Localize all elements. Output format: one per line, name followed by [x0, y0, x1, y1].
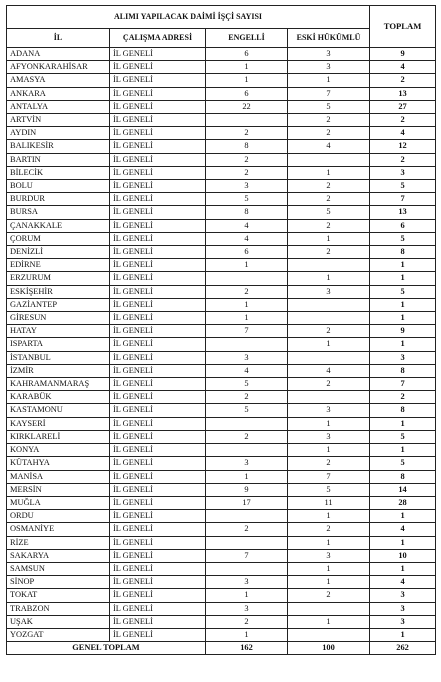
- cell-calisma-adresi: İL GENELİ: [110, 483, 206, 496]
- table-body: [7, 48, 436, 642]
- table-row: [7, 232, 436, 245]
- cell-eski-hukumlu: 1: [288, 417, 370, 430]
- cell-engelli: 8: [206, 140, 288, 153]
- table-row: [7, 470, 436, 483]
- cell-calisma-adresi: İL GENELİ: [110, 325, 206, 338]
- genel-toplam-toplam: 262: [370, 642, 436, 655]
- cell-calisma-adresi: İL GENELİ: [110, 180, 206, 193]
- cell-il: UŞAK: [7, 615, 110, 628]
- table-row: [7, 100, 436, 113]
- table-row: [7, 325, 436, 338]
- cell-calisma-adresi: İL GENELİ: [110, 404, 206, 417]
- cell-il: ESKİŞEHİR: [7, 285, 110, 298]
- cell-il: ARTVİN: [7, 114, 110, 127]
- cell-engelli: 1: [206, 259, 288, 272]
- cell-engelli: 3: [206, 351, 288, 364]
- cell-il: BOLU: [7, 180, 110, 193]
- table-row: [7, 536, 436, 549]
- cell-eski-hukumlu: [288, 602, 370, 615]
- cell-il: MANİSA: [7, 470, 110, 483]
- cell-toplam: 1: [370, 510, 436, 523]
- header-engelli: ENGELLİ: [206, 29, 288, 48]
- cell-il: ISPARTA: [7, 338, 110, 351]
- cell-eski-hukumlu: 1: [288, 536, 370, 549]
- table-row: [7, 61, 436, 74]
- cell-toplam: 4: [370, 576, 436, 589]
- cell-eski-hukumlu: 11: [288, 496, 370, 509]
- cell-calisma-adresi: İL GENELİ: [110, 602, 206, 615]
- cell-calisma-adresi: İL GENELİ: [110, 457, 206, 470]
- cell-calisma-adresi: İL GENELİ: [110, 549, 206, 562]
- cell-engelli: 7: [206, 549, 288, 562]
- cell-il: HATAY: [7, 325, 110, 338]
- cell-il: ERZURUM: [7, 272, 110, 285]
- cell-toplam: 13: [370, 206, 436, 219]
- cell-toplam: 1: [370, 338, 436, 351]
- cell-calisma-adresi: İL GENELİ: [110, 470, 206, 483]
- cell-engelli: 2: [206, 523, 288, 536]
- cell-engelli: 9: [206, 483, 288, 496]
- cell-calisma-adresi: İL GENELİ: [110, 364, 206, 377]
- cell-eski-hukumlu: 3: [288, 430, 370, 443]
- cell-il: RİZE: [7, 536, 110, 549]
- cell-toplam: 14: [370, 483, 436, 496]
- cell-eski-hukumlu: 4: [288, 140, 370, 153]
- cell-il: İZMİR: [7, 364, 110, 377]
- table-row: [7, 259, 436, 272]
- cell-toplam: 1: [370, 536, 436, 549]
- cell-toplam: 3: [370, 615, 436, 628]
- cell-engelli: 8: [206, 206, 288, 219]
- cell-toplam: 28: [370, 496, 436, 509]
- cell-eski-hukumlu: 2: [288, 325, 370, 338]
- cell-calisma-adresi: İL GENELİ: [110, 61, 206, 74]
- table-row: [7, 589, 436, 602]
- cell-toplam: 2: [370, 391, 436, 404]
- table-row: [7, 351, 436, 364]
- genel-toplam-eski-hukumlu: 100: [288, 642, 370, 655]
- table-row: [7, 272, 436, 285]
- cell-eski-hukumlu: 3: [288, 404, 370, 417]
- cell-calisma-adresi: İL GENELİ: [110, 127, 206, 140]
- cell-il: GAZİANTEP: [7, 298, 110, 311]
- cell-engelli: 2: [206, 127, 288, 140]
- cell-engelli: 1: [206, 61, 288, 74]
- cell-il: GİRESUN: [7, 312, 110, 325]
- table-row: [7, 87, 436, 100]
- table-row: [7, 127, 436, 140]
- cell-calisma-adresi: İL GENELİ: [110, 378, 206, 391]
- cell-eski-hukumlu: 1: [288, 166, 370, 179]
- table-row: [7, 193, 436, 206]
- cell-engelli: [206, 510, 288, 523]
- cell-calisma-adresi: İL GENELİ: [110, 430, 206, 443]
- cell-il: TRABZON: [7, 602, 110, 615]
- cell-calisma-adresi: İL GENELİ: [110, 391, 206, 404]
- cell-eski-hukumlu: 2: [288, 219, 370, 232]
- cell-toplam: 8: [370, 470, 436, 483]
- header-calisma-adresi: ÇALIŞMA ADRESİ: [110, 29, 206, 48]
- cell-toplam: 3: [370, 351, 436, 364]
- cell-calisma-adresi: İL GENELİ: [110, 417, 206, 430]
- cell-engelli: 5: [206, 404, 288, 417]
- cell-il: BİLECİK: [7, 166, 110, 179]
- table-row: [7, 338, 436, 351]
- cell-eski-hukumlu: 1: [288, 338, 370, 351]
- cell-engelli: 1: [206, 589, 288, 602]
- cell-eski-hukumlu: 3: [288, 48, 370, 61]
- cell-eski-hukumlu: 1: [288, 272, 370, 285]
- cell-eski-hukumlu: 2: [288, 114, 370, 127]
- cell-calisma-adresi: İL GENELİ: [110, 232, 206, 245]
- cell-calisma-adresi: İL GENELİ: [110, 338, 206, 351]
- cell-toplam: 1: [370, 628, 436, 641]
- table-row: [7, 364, 436, 377]
- cell-engelli: 2: [206, 391, 288, 404]
- cell-eski-hukumlu: [288, 628, 370, 641]
- table-row: [7, 114, 436, 127]
- cell-engelli: [206, 417, 288, 430]
- cell-calisma-adresi: İL GENELİ: [110, 576, 206, 589]
- cell-engelli: 3: [206, 576, 288, 589]
- cell-toplam: 1: [370, 272, 436, 285]
- cell-eski-hukumlu: [288, 312, 370, 325]
- cell-calisma-adresi: İL GENELİ: [110, 628, 206, 641]
- cell-engelli: 2: [206, 166, 288, 179]
- cell-eski-hukumlu: [288, 351, 370, 364]
- cell-il: ADANA: [7, 48, 110, 61]
- cell-calisma-adresi: İL GENELİ: [110, 496, 206, 509]
- cell-il: ANKARA: [7, 87, 110, 100]
- table-row: [7, 576, 436, 589]
- table-title: ALIMI YAPILACAK DAİMİ İŞÇİ SAYISI: [7, 6, 370, 29]
- cell-il: ANTALYA: [7, 100, 110, 113]
- table-row: [7, 562, 436, 575]
- cell-engelli: 7: [206, 325, 288, 338]
- cell-engelli: 22: [206, 100, 288, 113]
- table-row: [7, 523, 436, 536]
- table-row: [7, 206, 436, 219]
- cell-il: EDİRNE: [7, 259, 110, 272]
- cell-il: ORDU: [7, 510, 110, 523]
- table-row: [7, 246, 436, 259]
- table-row: [7, 549, 436, 562]
- cell-engelli: 3: [206, 602, 288, 615]
- cell-toplam: 5: [370, 457, 436, 470]
- cell-engelli: 4: [206, 219, 288, 232]
- table-row: [7, 483, 436, 496]
- cell-engelli: 5: [206, 193, 288, 206]
- cell-eski-hukumlu: 4: [288, 364, 370, 377]
- cell-engelli: 6: [206, 48, 288, 61]
- cell-eski-hukumlu: 3: [288, 549, 370, 562]
- cell-engelli: [206, 562, 288, 575]
- cell-toplam: 8: [370, 404, 436, 417]
- cell-eski-hukumlu: 1: [288, 232, 370, 245]
- table-row: [7, 153, 436, 166]
- cell-toplam: 1: [370, 298, 436, 311]
- cell-engelli: 5: [206, 378, 288, 391]
- cell-engelli: [206, 114, 288, 127]
- cell-toplam: 4: [370, 127, 436, 140]
- table-row: [7, 615, 436, 628]
- cell-calisma-adresi: İL GENELİ: [110, 272, 206, 285]
- cell-il: KARABÜK: [7, 391, 110, 404]
- cell-eski-hukumlu: [288, 298, 370, 311]
- cell-calisma-adresi: İL GENELİ: [110, 523, 206, 536]
- header-eski-hukumlu: ESKİ HÜKÜMLÜ: [288, 29, 370, 48]
- cell-engelli: 1: [206, 298, 288, 311]
- cell-engelli: [206, 272, 288, 285]
- cell-calisma-adresi: İL GENELİ: [110, 510, 206, 523]
- document-sheet: [6, 5, 435, 655]
- cell-engelli: 3: [206, 457, 288, 470]
- cell-eski-hukumlu: 2: [288, 193, 370, 206]
- cell-calisma-adresi: İL GENELİ: [110, 206, 206, 219]
- cell-eski-hukumlu: 1: [288, 510, 370, 523]
- cell-toplam: 9: [370, 48, 436, 61]
- cell-calisma-adresi: İL GENELİ: [110, 444, 206, 457]
- cell-toplam: 2: [370, 153, 436, 166]
- cell-calisma-adresi: İL GENELİ: [110, 166, 206, 179]
- table-row: [7, 312, 436, 325]
- cell-il: KIRKLARELİ: [7, 430, 110, 443]
- cell-toplam: 8: [370, 364, 436, 377]
- cell-calisma-adresi: İL GENELİ: [110, 536, 206, 549]
- cell-eski-hukumlu: 2: [288, 180, 370, 193]
- cell-calisma-adresi: İL GENELİ: [110, 140, 206, 153]
- cell-engelli: [206, 338, 288, 351]
- cell-il: AMASYA: [7, 74, 110, 87]
- footer-row: [7, 642, 436, 655]
- cell-calisma-adresi: İL GENELİ: [110, 259, 206, 272]
- cell-toplam: 12: [370, 140, 436, 153]
- cell-engelli: 6: [206, 246, 288, 259]
- cell-eski-hukumlu: 3: [288, 61, 370, 74]
- cell-eski-hukumlu: 1: [288, 615, 370, 628]
- cell-il: BURDUR: [7, 193, 110, 206]
- cell-il: KÜTAHYA: [7, 457, 110, 470]
- table-row: [7, 298, 436, 311]
- cell-eski-hukumlu: 2: [288, 378, 370, 391]
- cell-calisma-adresi: İL GENELİ: [110, 312, 206, 325]
- table-row: [7, 180, 436, 193]
- cell-il: MUĞLA: [7, 496, 110, 509]
- cell-il: MERSİN: [7, 483, 110, 496]
- cell-calisma-adresi: İL GENELİ: [110, 615, 206, 628]
- header-il: İL: [7, 29, 110, 48]
- cell-eski-hukumlu: 2: [288, 523, 370, 536]
- cell-toplam: 10: [370, 549, 436, 562]
- cell-engelli: 1: [206, 74, 288, 87]
- cell-toplam: 1: [370, 259, 436, 272]
- cell-calisma-adresi: İL GENELİ: [110, 100, 206, 113]
- cell-engelli: 3: [206, 180, 288, 193]
- genel-toplam-label: GENEL TOPLAM: [7, 642, 206, 655]
- cell-eski-hukumlu: 1: [288, 576, 370, 589]
- cell-calisma-adresi: İL GENELİ: [110, 153, 206, 166]
- cell-il: ÇORUM: [7, 232, 110, 245]
- cell-toplam: 5: [370, 430, 436, 443]
- cell-il: YOZGAT: [7, 628, 110, 641]
- cell-calisma-adresi: İL GENELİ: [110, 298, 206, 311]
- cell-il: İSTANBUL: [7, 351, 110, 364]
- cell-eski-hukumlu: 1: [288, 562, 370, 575]
- cell-eski-hukumlu: 2: [288, 589, 370, 602]
- worker-count-table: [6, 5, 436, 655]
- cell-eski-hukumlu: 2: [288, 457, 370, 470]
- table-row: [7, 602, 436, 615]
- cell-il: SİNOP: [7, 576, 110, 589]
- cell-il: DENİZLİ: [7, 246, 110, 259]
- cell-calisma-adresi: İL GENELİ: [110, 351, 206, 364]
- table-row: [7, 510, 436, 523]
- cell-il: KAYSERİ: [7, 417, 110, 430]
- cell-engelli: [206, 444, 288, 457]
- cell-engelli: 4: [206, 364, 288, 377]
- cell-engelli: 1: [206, 312, 288, 325]
- cell-engelli: 1: [206, 470, 288, 483]
- cell-toplam: 27: [370, 100, 436, 113]
- cell-calisma-adresi: İL GENELİ: [110, 74, 206, 87]
- cell-toplam: 8: [370, 246, 436, 259]
- cell-toplam: 5: [370, 285, 436, 298]
- table-row: [7, 166, 436, 179]
- cell-il: ÇANAKKALE: [7, 219, 110, 232]
- cell-engelli: 1: [206, 628, 288, 641]
- cell-il: BURSA: [7, 206, 110, 219]
- table-row: [7, 496, 436, 509]
- cell-toplam: 13: [370, 87, 436, 100]
- table-row: [7, 48, 436, 61]
- cell-engelli: 2: [206, 153, 288, 166]
- cell-eski-hukumlu: 2: [288, 127, 370, 140]
- cell-eski-hukumlu: 5: [288, 100, 370, 113]
- cell-eski-hukumlu: 5: [288, 483, 370, 496]
- cell-toplam: 1: [370, 417, 436, 430]
- cell-il: TOKAT: [7, 589, 110, 602]
- cell-engelli: 4: [206, 232, 288, 245]
- cell-toplam: 1: [370, 562, 436, 575]
- cell-engelli: 6: [206, 87, 288, 100]
- cell-calisma-adresi: İL GENELİ: [110, 48, 206, 61]
- cell-il: BARTIN: [7, 153, 110, 166]
- cell-calisma-adresi: İL GENELİ: [110, 219, 206, 232]
- cell-il: AFYONKARAHİSAR: [7, 61, 110, 74]
- cell-toplam: 6: [370, 219, 436, 232]
- table-row: [7, 378, 436, 391]
- cell-eski-hukumlu: [288, 153, 370, 166]
- cell-il: SAKARYA: [7, 549, 110, 562]
- cell-eski-hukumlu: 7: [288, 87, 370, 100]
- cell-il: OSMANİYE: [7, 523, 110, 536]
- cell-il: KAHRAMANMARAŞ: [7, 378, 110, 391]
- cell-calisma-adresi: İL GENELİ: [110, 87, 206, 100]
- cell-toplam: 5: [370, 180, 436, 193]
- cell-toplam: 1: [370, 444, 436, 457]
- table-row: [7, 140, 436, 153]
- cell-eski-hukumlu: 7: [288, 470, 370, 483]
- table-row: [7, 628, 436, 641]
- table-row: [7, 219, 436, 232]
- table-row: [7, 74, 436, 87]
- cell-toplam: 3: [370, 602, 436, 615]
- table-row: [7, 457, 436, 470]
- cell-toplam: 5: [370, 232, 436, 245]
- cell-calisma-adresi: İL GENELİ: [110, 285, 206, 298]
- table-row: [7, 444, 436, 457]
- cell-il: AYDIN: [7, 127, 110, 140]
- cell-toplam: 3: [370, 589, 436, 602]
- cell-toplam: 3: [370, 166, 436, 179]
- cell-engelli: 2: [206, 615, 288, 628]
- cell-calisma-adresi: İL GENELİ: [110, 114, 206, 127]
- cell-engelli: 2: [206, 285, 288, 298]
- table-row: [7, 404, 436, 417]
- cell-toplam: 7: [370, 378, 436, 391]
- cell-toplam: 4: [370, 523, 436, 536]
- cell-calisma-adresi: İL GENELİ: [110, 589, 206, 602]
- cell-engelli: 17: [206, 496, 288, 509]
- cell-calisma-adresi: İL GENELİ: [110, 562, 206, 575]
- cell-engelli: 2: [206, 430, 288, 443]
- cell-toplam: 2: [370, 114, 436, 127]
- table-row: [7, 391, 436, 404]
- table-row: [7, 430, 436, 443]
- table-row: [7, 285, 436, 298]
- cell-il: KASTAMONU: [7, 404, 110, 417]
- cell-il: BALIKESİR: [7, 140, 110, 153]
- cell-eski-hukumlu: 1: [288, 74, 370, 87]
- cell-eski-hukumlu: 3: [288, 285, 370, 298]
- cell-toplam: 7: [370, 193, 436, 206]
- cell-eski-hukumlu: 1: [288, 444, 370, 457]
- cell-eski-hukumlu: [288, 391, 370, 404]
- cell-calisma-adresi: İL GENELİ: [110, 193, 206, 206]
- table-row: [7, 417, 436, 430]
- cell-eski-hukumlu: 2: [288, 246, 370, 259]
- cell-eski-hukumlu: [288, 259, 370, 272]
- cell-calisma-adresi: İL GENELİ: [110, 246, 206, 259]
- cell-il: KONYA: [7, 444, 110, 457]
- cell-toplam: 9: [370, 325, 436, 338]
- cell-eski-hukumlu: 5: [288, 206, 370, 219]
- cell-toplam: 4: [370, 61, 436, 74]
- genel-toplam-engelli: 162: [206, 642, 288, 655]
- cell-engelli: [206, 536, 288, 549]
- cell-il: SAMSUN: [7, 562, 110, 575]
- header-toplam: TOPLAM: [370, 6, 436, 48]
- cell-toplam: 1: [370, 312, 436, 325]
- cell-toplam: 2: [370, 74, 436, 87]
